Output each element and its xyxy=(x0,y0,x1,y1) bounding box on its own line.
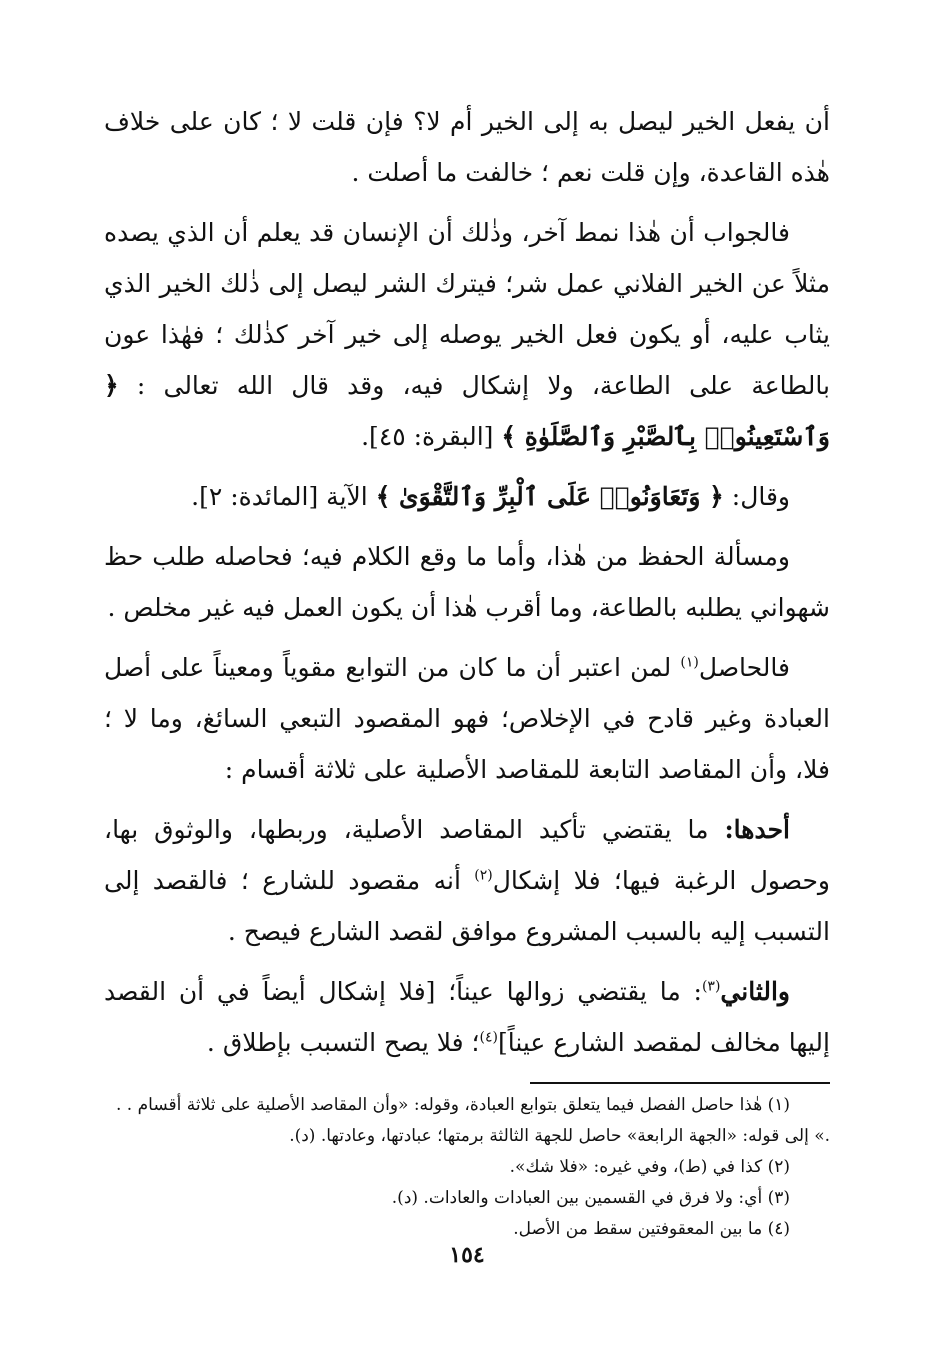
footnote-divider xyxy=(530,1082,830,1084)
paragraph-1 xyxy=(104,96,830,198)
paragraph-7-text-a: : ما يقتضي زوالها عيناً؛ [فلا إشكال أيضاً في أن القصد إليها مخالف لمقصد الشارع عيناً] xyxy=(104,977,830,1057)
quran-verse-baqarah: ﴿ وَٱسْتَعِينُوا۟ بِٱلصَّبْرِ وَٱلصَّلَوٰةِ ﴾ xyxy=(104,371,830,451)
paragraph-5 xyxy=(104,642,830,795)
paragraph-5-text: لمن اعتبر أن ما كان من التوابع مقوياً ومعيناً على أصل العبادة وغير قادح في الإخلاص؛ فهو المقصود التبعي السائغ، وما لا ؛ فلا، وأن المقاصد التابعة للمقاصد الأصلية على ثلاثة أقسام : xyxy=(104,653,830,784)
page-number: ١٥٤ xyxy=(449,1242,485,1268)
footnote-4: (٤) ما بين المعقوفتين سقط من الأصل. xyxy=(513,1219,790,1239)
footnote-marker-1: (١) xyxy=(680,654,699,671)
footnote-2: (٢) كذا في (ط)، وفي غيره: «فلا شك». xyxy=(509,1157,790,1177)
paragraph-7 xyxy=(104,966,830,1068)
verse-reference-baqarah: [البقرة: ٤٥]. xyxy=(361,422,494,451)
verse-reference-maidah: الآية [المائدة: ٢]. xyxy=(191,482,368,511)
paragraph-3-prefix: وقال: xyxy=(731,482,790,511)
paragraph-4-text: ومسألة الحفظ من هٰذا، وأما ما وقع الكلام فيه؛ فحاصله طلب حظ شهواني يطلبه بالطاعة، وما أقرب هٰذا أن يكون العمل فيه غير مخلص . xyxy=(104,542,830,622)
footnote-marker-3: (٣) xyxy=(701,978,721,995)
footnote-marker-2: (٢) xyxy=(474,867,493,884)
paragraph-2 xyxy=(104,207,830,462)
paragraph-6-text-a: ما يقتضي تأكيد المقاصد الأصلية، وربطها، والوثوق بها، وحصول الرغبة فيها؛ فلا إشكال xyxy=(104,815,830,895)
paragraph-4 xyxy=(104,531,830,633)
footnote-1: (١) هٰذا حاصل الفصل فيما يتعلق بتوابع العبادة، وقوله: «وأن المقاصد الأصلية على ثلاثة أقسام . . .» إلى قوله: «الجهة الرابعة» حاصل للجهة الثالثة برمتها؛ عبادتها، وعادتها. (د). xyxy=(116,1095,830,1146)
paragraph-7-text-b: ؛ فلا يصح التسبب بإطلاق . xyxy=(206,1028,480,1057)
page-body xyxy=(104,96,830,1245)
paragraph-1-text: أن يفعل الخير ليصل به إلى الخير أم لا؟ فإن قلت لا ؛ كان على خلاف هٰذه القاعدة، وإن قلت نعم ؛ خالفت ما أصلت . xyxy=(104,107,830,187)
quran-verse-maidah: ﴿ وَتَعَاوَنُوا۟ عَلَى ٱلْبِرِّ وَٱلتَّقْوَىٰ ﴾ xyxy=(375,482,724,511)
paragraph-3 xyxy=(104,471,830,522)
paragraph-7-heading: والثاني xyxy=(720,977,790,1006)
paragraph-5-lead: فالحاصل xyxy=(698,653,790,682)
paragraph-6-text-b: أنه مقصود للشارع ؛ فالقصد إلى التسبب إليه بالسبب المشروع موافق لقصد الشارع فيصح . xyxy=(104,866,830,946)
paragraph-6 xyxy=(104,804,830,957)
footnote-3: (٣) أي: ولا فرق في القسمين بين العبادات والعادات. (د). xyxy=(391,1188,790,1208)
paragraph-6-heading: أحدها: xyxy=(724,815,790,844)
footnote-marker-4: (٤) xyxy=(479,1029,498,1046)
footnotes xyxy=(104,1090,830,1245)
paragraph-2-text: فالجواب أن هٰذا نمط آخر، وذٰلك أن الإنسان قد يعلم أن الذي يصده مثلاً عن الخير الفلاني عمل شر؛ فيترك الشر ليصل إلى ذٰلك الخير الذي يثاب عليه، أو يكون فعل الخير يوصله إلى خير آخر كذٰلك ؛ فهٰذا عون بالطاعة على الطاعة، ولا إشكال فيه، وقد قال الله تعالى : xyxy=(104,218,830,400)
